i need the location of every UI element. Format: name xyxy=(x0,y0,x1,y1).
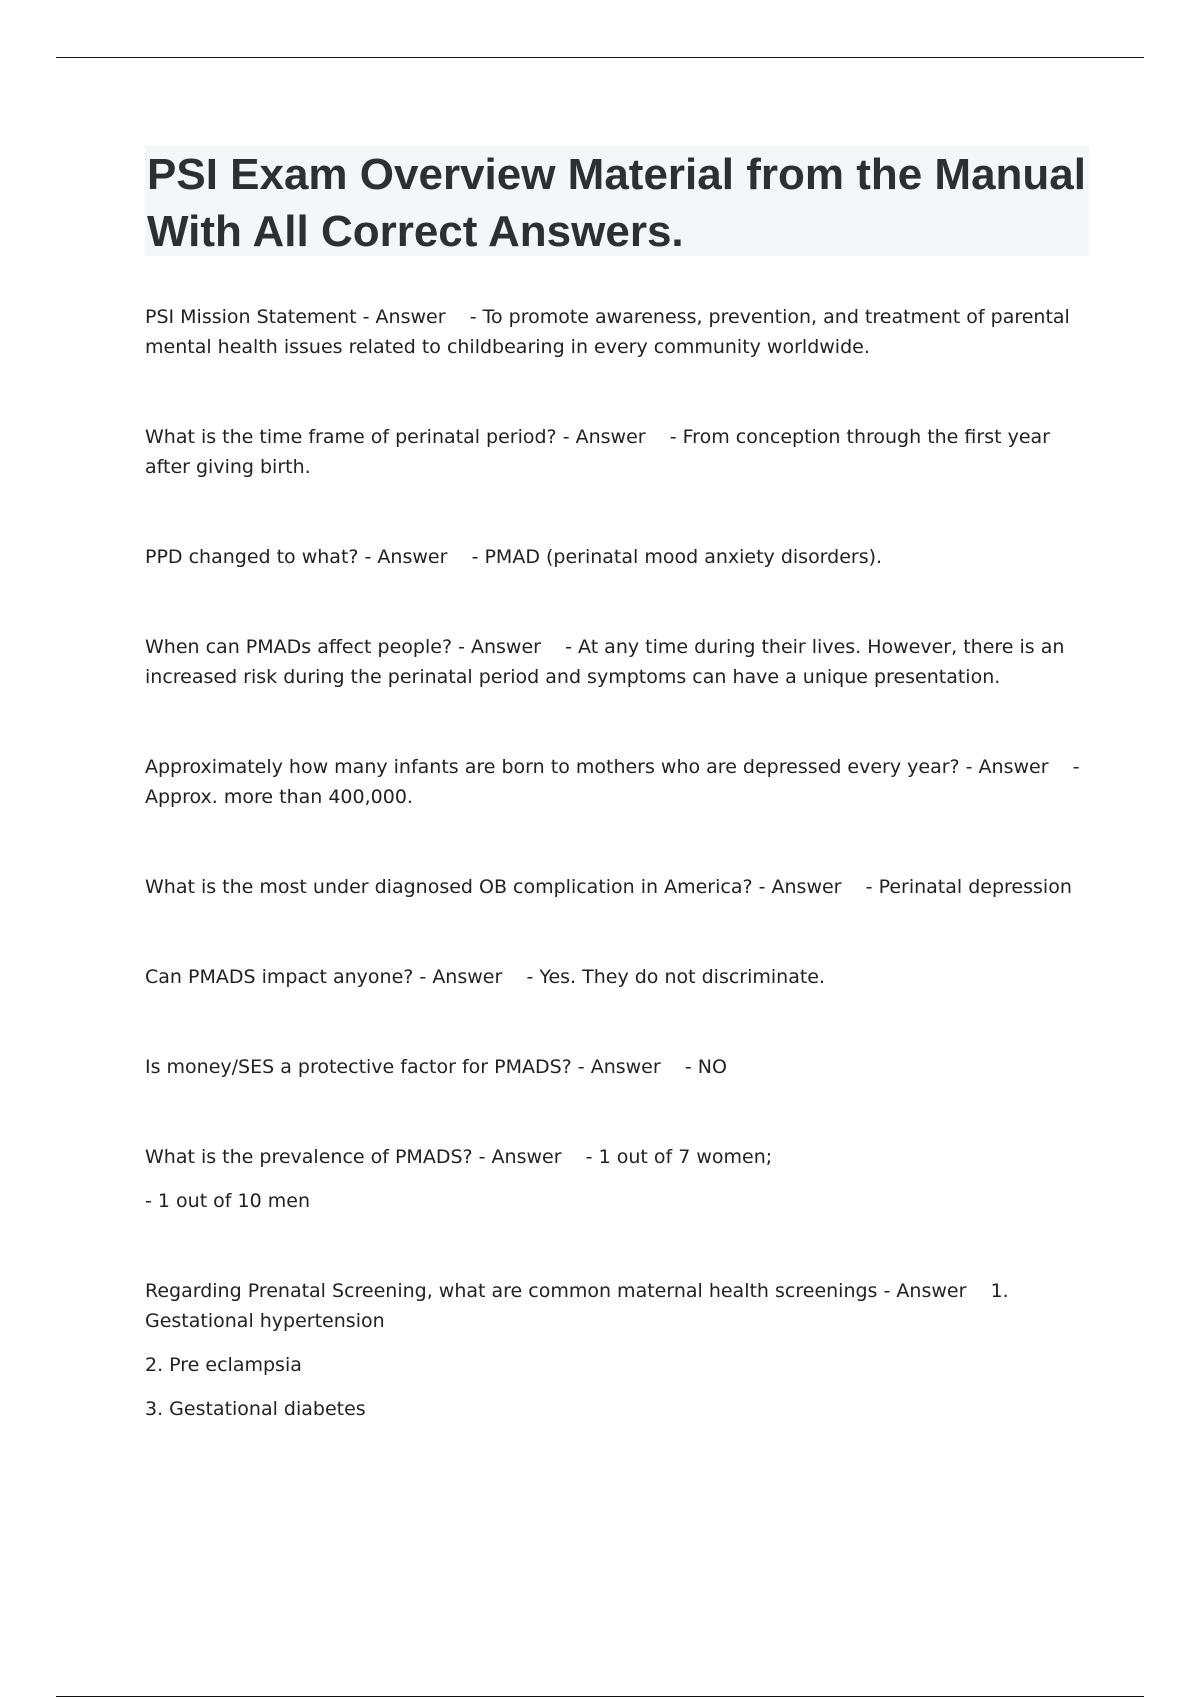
question-text: When can PMADs affect people? xyxy=(145,636,453,658)
qa-item xyxy=(145,632,1090,692)
question-text: What is the prevalence of PMADS? xyxy=(145,1146,473,1168)
question-text: PSI Mission Statement xyxy=(145,306,357,328)
answer-text: NO xyxy=(697,1056,727,1078)
qa-item xyxy=(145,302,1090,362)
qa-item xyxy=(145,1052,1090,1082)
qa-item xyxy=(145,422,1090,482)
answer-label: Answer xyxy=(470,636,541,658)
question-text: Is money/SES a protective factor for PMADS? xyxy=(145,1056,572,1078)
qa-line: Approximately how many infants are born to mothers who are depressed every year? - Answer - Approx. more than 400,000. xyxy=(145,756,1080,808)
qa-line: Regarding Prenatal Screening, what are common maternal health screenings - Answer 1. Gestational hypertension xyxy=(145,1280,1009,1332)
qa-line: What is the time frame of perinatal period? - Answer - From conception through the first year after giving birth. xyxy=(145,426,1050,478)
question-text: Approximately how many infants are born to mothers who are depressed every year? xyxy=(145,756,960,778)
answer-text: At any time during their lives. However, there is an increased risk during the perinatal period and symptoms can have a unique presentation. xyxy=(145,636,1065,688)
qa-line: PSI Mission Statement - Answer - To promote awareness, prevention, and treatment of parental mental health issues related to childbearing in every community worldwide. xyxy=(145,306,1070,358)
answer-label: Answer xyxy=(377,546,448,568)
answer-label: Answer xyxy=(771,876,842,898)
answer-label: Answer xyxy=(575,426,646,448)
qa-line: What is the prevalence of PMADS? - Answer - 1 out of 7 women; xyxy=(145,1146,773,1168)
answer-label: Answer xyxy=(491,1146,562,1168)
answer-label: Answer xyxy=(375,306,446,328)
question-text: PPD changed to what? xyxy=(145,546,359,568)
question-text: Can PMADS impact anyone? xyxy=(145,966,414,988)
answer-text: To promote awareness, prevention, and treatment of parental mental health issues related to childbearing in every community worldwide. xyxy=(145,306,1070,358)
bottom-rule xyxy=(56,1696,1144,1697)
qa-line: Can PMADS impact anyone? - Answer - Yes. They do not discriminate. xyxy=(145,966,826,988)
qa-item xyxy=(145,962,1090,992)
qa-item xyxy=(145,752,1090,812)
answer-text: 1. Gestational hypertension xyxy=(145,1280,1009,1332)
qa-line: Is money/SES a protective factor for PMADS? - Answer - NO xyxy=(145,1056,727,1078)
answer-label: Answer xyxy=(590,1056,661,1078)
qa-line: What is the most under diagnosed OB complication in America? - Answer - Perinatal depression xyxy=(145,876,1072,898)
question-text: What is the time frame of perinatal period? xyxy=(145,426,557,448)
qa-list xyxy=(145,302,1090,1424)
qa-item xyxy=(145,1142,1090,1216)
answer-text: PMAD (perinatal mood anxiety disorders). xyxy=(484,546,883,568)
question-text: Regarding Prenatal Screening, what are common maternal health screenings xyxy=(145,1280,878,1302)
title-banner xyxy=(145,146,1089,256)
question-text: What is the most under diagnosed OB complication in America? xyxy=(145,876,753,898)
qa-item xyxy=(145,1276,1090,1424)
answer-label: Answer xyxy=(896,1280,967,1302)
top-rule xyxy=(56,57,1144,58)
qa-line: PPD changed to what? - Answer - PMAD (perinatal mood anxiety disorders). xyxy=(145,546,883,568)
answer-text: From conception through the first year after giving birth. xyxy=(145,426,1050,478)
answer-extra-line: 2. Pre eclampsia xyxy=(145,1354,302,1376)
qa-item xyxy=(145,872,1090,902)
answer-text: 1 out of 7 women; xyxy=(598,1146,773,1168)
answer-extra-line: - 1 out of 10 men xyxy=(145,1190,310,1212)
qa-line: When can PMADs affect people? - Answer - At any time during their lives. However, there is an increased risk during the perinatal period and symptoms can have a unique presentation. xyxy=(145,636,1065,688)
answer-label: Answer xyxy=(978,756,1049,778)
document-title: PSI Exam Overview Material from the Manual With All Correct Answers. xyxy=(147,150,1086,256)
answer-text: Approx. more than 400,000. xyxy=(145,786,413,808)
answer-text: Yes. They do not discriminate. xyxy=(539,966,826,988)
answer-text: Perinatal depression xyxy=(878,876,1072,898)
answer-label: Answer xyxy=(432,966,503,988)
qa-item xyxy=(145,542,1090,572)
answer-extra-line: 3. Gestational diabetes xyxy=(145,1398,366,1420)
